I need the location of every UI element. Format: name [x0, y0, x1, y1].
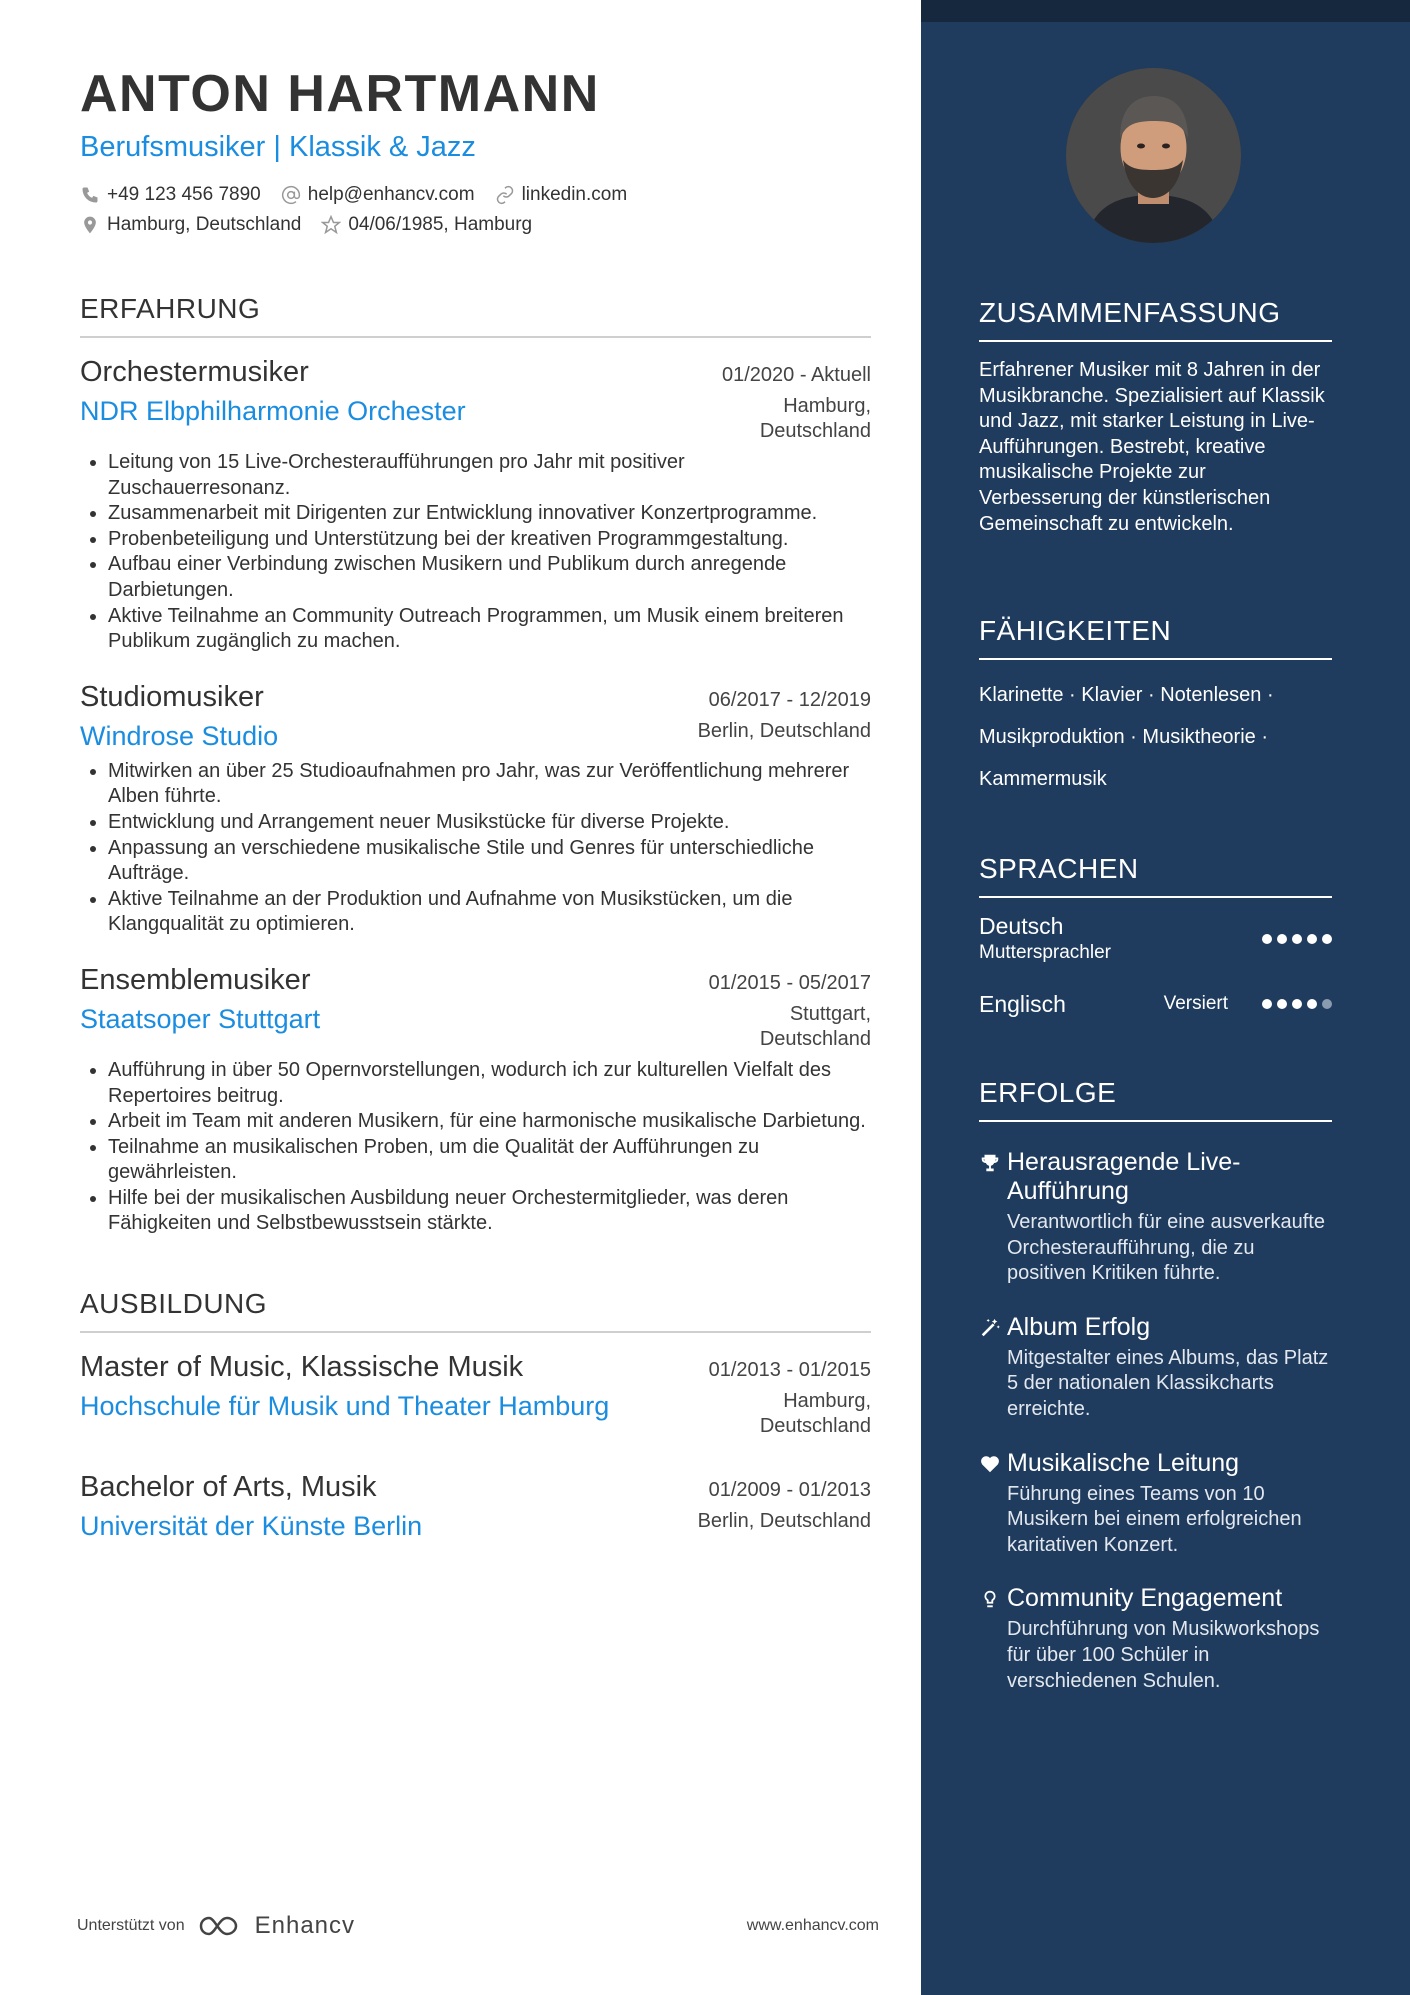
languages-section	[979, 852, 1332, 1018]
at-icon	[281, 185, 301, 205]
rating-dot	[1307, 934, 1317, 944]
experience-entry	[80, 679, 871, 938]
bullet: • Mitwirken an über 25 Studioaufnahmen pro Jahr, was zur Veröffentlichung mehrerer Alben führte.	[108, 759, 871, 810]
education-dates: 01/2009 - 01/2013	[708, 1479, 871, 1502]
language-row	[979, 990, 1332, 1018]
rating-dot	[1262, 934, 1272, 944]
heart-icon	[979, 1453, 1001, 1475]
achievement-title: Album Erfolg	[1007, 1312, 1151, 1341]
link-icon	[495, 185, 515, 205]
bullet: • Aktive Teilnahme an der Produktion und Aufnahme von Musikstücken, um die Klangqualität zu optimieren.	[108, 887, 871, 938]
achievement-title: Herausragende Live-Aufführung	[1007, 1148, 1241, 1205]
job-company[interactable]: Staatsoper Stuttgart	[80, 1003, 321, 1034]
trophy-icon	[979, 1152, 1001, 1174]
sidebar-top-bar	[921, 0, 1410, 22]
bullet: • Zusammenarbeit mit Dirigenten zur Entwicklung innovativer Konzertprogramme.	[108, 501, 871, 527]
achievements-title: ERFOLGE	[979, 1076, 1332, 1122]
job-bullets	[80, 450, 871, 655]
job-dates: 01/2020 - Aktuell	[722, 364, 871, 386]
degree: Bachelor of Arts, Musik	[80, 1471, 377, 1504]
degree: Master of Music, Klassische Musik	[80, 1351, 524, 1384]
enhancv-logo-icon	[197, 1914, 245, 1938]
experience-entry	[80, 354, 871, 655]
bullet: • Arbeit im Team mit anderen Musikern, für eine harmonische musikalische Darbietung.	[108, 1109, 871, 1135]
job-location: Stuttgart, Deutschland	[759, 1002, 871, 1050]
rating-dot	[1262, 999, 1272, 1009]
rating-dot	[1277, 999, 1287, 1009]
skill-item: Kammermusik	[979, 768, 1107, 790]
bullet: • Probenbeteiligung und Unterstützung bei der kreativen Programmgestaltung.	[108, 527, 871, 553]
skill-item: Klavier	[1081, 684, 1143, 706]
achievement-item	[979, 1148, 1332, 1287]
skills-title: FÄHIGKEITEN	[979, 614, 1332, 660]
bullet: • Anpassung an verschiedene musikalische Stile und Genres für unterschiedliche Aufträge.	[108, 836, 871, 887]
magic-wand-icon	[979, 1317, 1001, 1339]
job-dates: 06/2017 - 12/2019	[708, 688, 871, 711]
bullet: • Teilnahme an musikalischen Proben, um die Qualität der Aufführungen zu gewährleisten.	[108, 1135, 871, 1186]
job-location: Berlin, Deutschland	[697, 719, 871, 742]
candidate-name: ANTON HARTMANN	[80, 65, 600, 123]
bullet: • Aufbau einer Verbindung zwischen Musikern und Publikum durch anregende Darbietungen.	[108, 552, 871, 603]
job-role: Studiomusiker	[80, 680, 264, 713]
rating-dot	[1307, 999, 1317, 1009]
job-company[interactable]: Windrose Studio	[80, 720, 279, 751]
education-title: AUSBILDUNG	[80, 1287, 871, 1333]
bullet: • Entwicklung und Arrangement neuer Musikstücke für diverse Projekte.	[108, 810, 871, 836]
school[interactable]: Universität der Künste Berlin	[80, 1511, 423, 1542]
job-bullets	[80, 759, 871, 938]
website-link[interactable]: www.enhancv.com	[746, 1917, 879, 1934]
education-location: Hamburg, Deutschland	[759, 1390, 871, 1438]
job-location: Hamburg, Deutschland	[759, 395, 871, 442]
contact-phone[interactable]	[80, 184, 261, 206]
skills-section	[979, 614, 1332, 800]
footer	[77, 1912, 879, 1940]
contact-link[interactable]	[495, 184, 628, 206]
sidebar	[921, 0, 1410, 1995]
bullet: • Aufführung in über 50 Opernvorstellungen, wodurch ich zur kulturellen Vielfalt des Repertoires beitrug.	[108, 1058, 871, 1109]
skill-item: Notenlesen	[1160, 684, 1262, 706]
education-entry	[80, 1469, 871, 1543]
contact-birth	[321, 214, 532, 236]
achievement-desc: Mitgestalter eines Albums, das Platz 5 der nationalen Klassikcharts erreichte.	[1007, 1346, 1329, 1420]
job-company[interactable]: NDR Elbphilharmonie Orchester	[80, 396, 466, 426]
summary-section	[979, 296, 1332, 537]
rating-dot	[1322, 999, 1332, 1009]
rating-dot	[1292, 934, 1302, 944]
contact-info	[80, 180, 871, 240]
language-row	[979, 912, 1332, 966]
language-rating	[1262, 999, 1332, 1009]
avatar	[1066, 68, 1241, 243]
email-text: help@enhancv.com	[307, 184, 475, 205]
skill-item: Klarinette	[979, 684, 1064, 706]
bullet: • Leitung von 15 Live-Orchesteraufführungen pro Jahr mit positiver Zuschauerresonanz.	[108, 450, 871, 501]
language-rating	[1262, 934, 1332, 944]
language-level: Versiert	[1163, 993, 1228, 1014]
experience-section	[80, 292, 871, 1237]
link-text: linkedin.com	[521, 184, 628, 205]
education-location: Berlin, Deutschland	[697, 1510, 871, 1533]
rating-dot	[1277, 934, 1287, 944]
achievement-desc: Führung eines Teams von 10 Musikern bei einem erfolgreichen karitativen Konzert.	[1007, 1482, 1302, 1556]
language-name: Englisch	[979, 991, 1066, 1017]
brand-name: Enhancv	[254, 1912, 356, 1939]
phone-icon	[80, 185, 100, 205]
achievement-desc: Durchführung von Musikworkshops für über 100 Schüler in verschiedenen Schulen.	[1007, 1618, 1320, 1692]
phone-text: +49 123 456 7890	[107, 184, 261, 205]
skill-item: Musikproduktion	[979, 726, 1125, 748]
powered-by-text: Unterstützt von	[77, 1917, 185, 1934]
education-section	[80, 1287, 871, 1543]
rating-dot	[1292, 999, 1302, 1009]
location-text: Hamburg, Deutschland	[107, 214, 302, 235]
education-dates: 01/2013 - 01/2015	[708, 1359, 871, 1382]
achievement-desc: Verantwortlich für eine ausverkaufte Orchesteraufführung, die zu positiven Kritiken führte.	[1007, 1211, 1325, 1285]
job-bullets	[80, 1058, 871, 1237]
birth-text: 04/06/1985, Hamburg	[348, 214, 533, 235]
achievement-title: Musikalische Leitung	[1007, 1448, 1240, 1477]
language-name: Deutsch	[979, 913, 1064, 939]
rating-dot	[1322, 934, 1332, 944]
achievement-item	[979, 1449, 1332, 1559]
job-dates: 01/2015 - 05/2017	[708, 971, 871, 994]
experience-entry	[80, 962, 871, 1237]
lightbulb-icon	[979, 1588, 1001, 1610]
contact-location	[80, 214, 301, 236]
school[interactable]: Hochschule für Musik und Theater Hamburg	[80, 1391, 610, 1422]
bullet: • Aktive Teilnahme an Community Outreach Programmen, um Musik einem breiteren Publikum zugänglich zu machen.	[108, 604, 871, 655]
job-role: Orchestermusiker	[80, 356, 309, 388]
bullet: • Hilfe bei der musikalischen Ausbildung neuer Orchestermitglieder, was deren Fähigkeiten und Selbstbewusstsein stärkte.	[108, 1186, 871, 1237]
contact-email[interactable]	[281, 184, 475, 206]
achievement-title: Community Engagement	[1007, 1584, 1283, 1613]
summary-text: Erfahrener Musiker mit 8 Jahren in der Musikbranche. Spezialisiert auf Klassik und Jazz, mit starker Leistung in Live-Aufführungen. Bestrebt, kreative musikalische Projekte zur Verbesserung der künstlerischen Gemeinschaft zu entwickeln.	[979, 359, 1325, 535]
languages-title: SPRACHEN	[979, 852, 1332, 898]
experience-title: ERFAHRUNG	[80, 292, 871, 338]
skill-item: Musiktheorie	[1142, 726, 1256, 748]
star-icon	[321, 215, 341, 235]
skills-list: Klarinette · Klavier · Notenlesen · Musikproduktion · Musiktheorie · Kammermusik	[979, 684, 1274, 790]
summary-title: ZUSAMMENFASSUNG	[979, 296, 1332, 342]
language-level: Muttersprachler	[979, 942, 1111, 963]
education-entry	[80, 1349, 871, 1439]
job-role: Ensemblemusiker	[80, 963, 311, 996]
achievement-item	[979, 1584, 1332, 1694]
candidate-title: Berufsmusiker | Klassik & Jazz	[80, 131, 476, 163]
location-pin-icon	[80, 215, 100, 235]
achievements-section	[979, 1076, 1332, 1694]
portrait-image	[1066, 68, 1241, 243]
achievement-item	[979, 1313, 1332, 1423]
